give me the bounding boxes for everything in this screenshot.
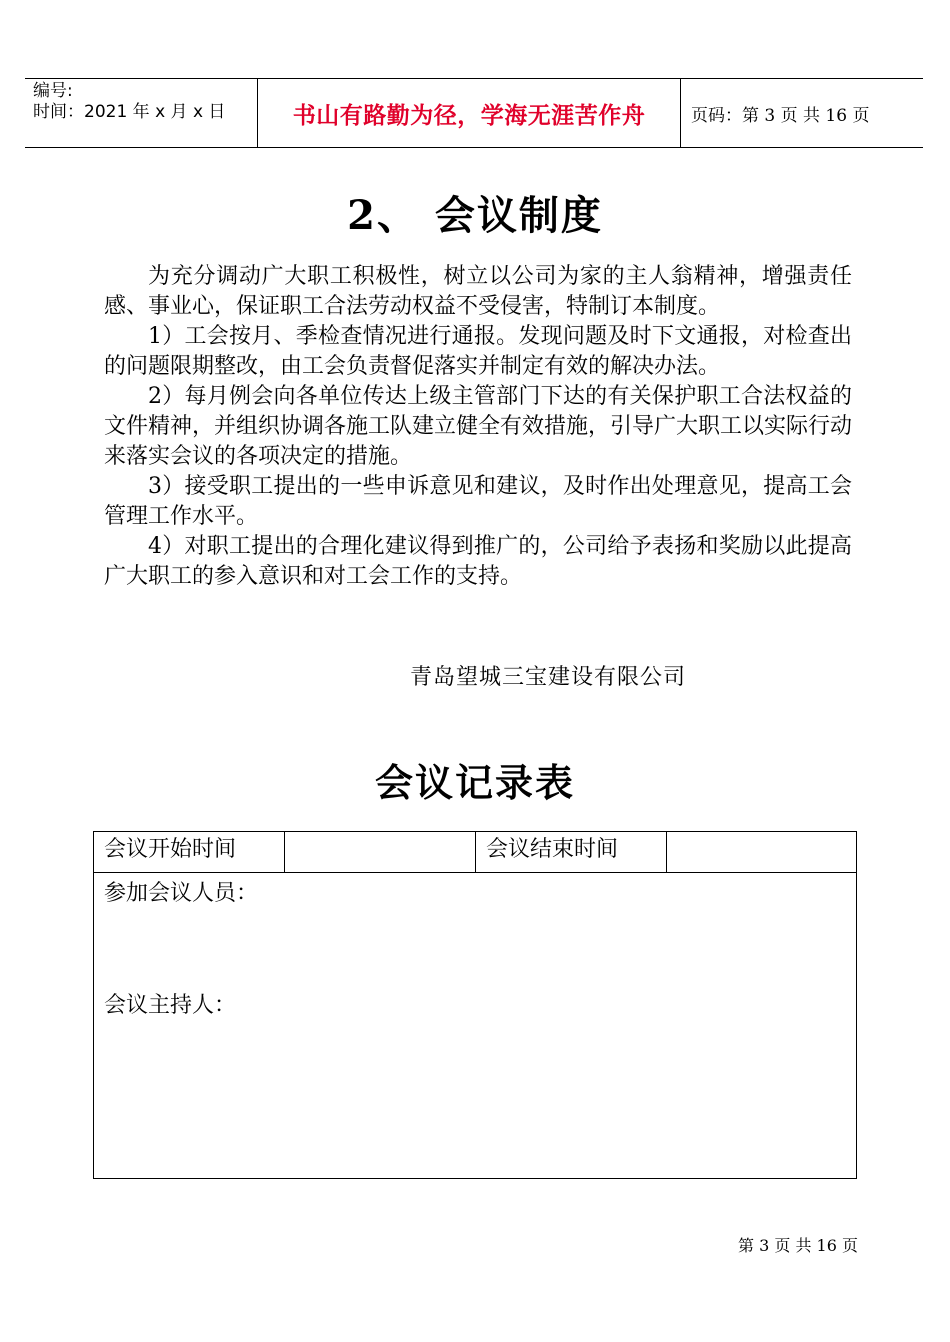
page-footer: 第 3 页 共 16 页: [738, 1236, 858, 1255]
header-meta: [33, 81, 225, 123]
attendees-label: 参加会议人员：: [104, 881, 259, 906]
table-title: 会议记录表: [374, 760, 575, 805]
paragraph: 4）对职工提出的合理化建议得到推广的，公司给予表扬和奖励以此提高广大职工的参入意识和对工会工作的支持。: [104, 534, 852, 589]
paragraph: 1）工会按月、季检查情况进行通报。发现问题及时下文通报，对检查出的问题限期整改，由工会负责督促落实并制定有效的解决办法。: [104, 324, 852, 379]
paragraph: 2）每月例会向各单位传达上级主管部门下达的有关保护职工合法权益的文件精神，并组织协调各施工队建立健全有效措施，引导广大职工以实际行动来落实会议的各项决定的措施。: [104, 384, 853, 469]
paragraph: 3）接受职工提出的一些申诉意见和建议，及时作出处理意见，提高工会管理工作水平。: [104, 474, 852, 529]
details-cell[interactable]: [94, 873, 857, 1179]
end-time-label: 会议结束时间: [476, 832, 667, 873]
table-row: [94, 832, 857, 873]
end-time-field[interactable]: [667, 832, 857, 873]
start-time-label: 会议开始时间: [94, 832, 285, 873]
start-time-field[interactable]: [285, 832, 476, 873]
document-number-label: 编号:: [33, 81, 73, 101]
document-date: 时间：2021 年 x 月 x 日: [33, 102, 226, 122]
table-row: [94, 873, 857, 1179]
header-motto: 书山有路勤为径，学海无涯苦作舟: [257, 79, 681, 147]
section-title: 2、 会议制度: [347, 192, 603, 239]
header-page-info: 页码：第 3 页 共 16 页: [691, 105, 870, 126]
meeting-record-table: [93, 831, 857, 1179]
company-signature: 青岛望城三宝建设有限公司: [410, 665, 687, 690]
paragraph: 为充分调动广大职工积极性，树立以公司为家的主人翁精神，增强责任感、事业心，保证职工合法劳动权益不受侵害，特制订本制度。: [104, 264, 852, 319]
page-header: [25, 78, 923, 148]
body-text: [104, 262, 852, 592]
host-label: 会议主持人：: [104, 993, 237, 1018]
